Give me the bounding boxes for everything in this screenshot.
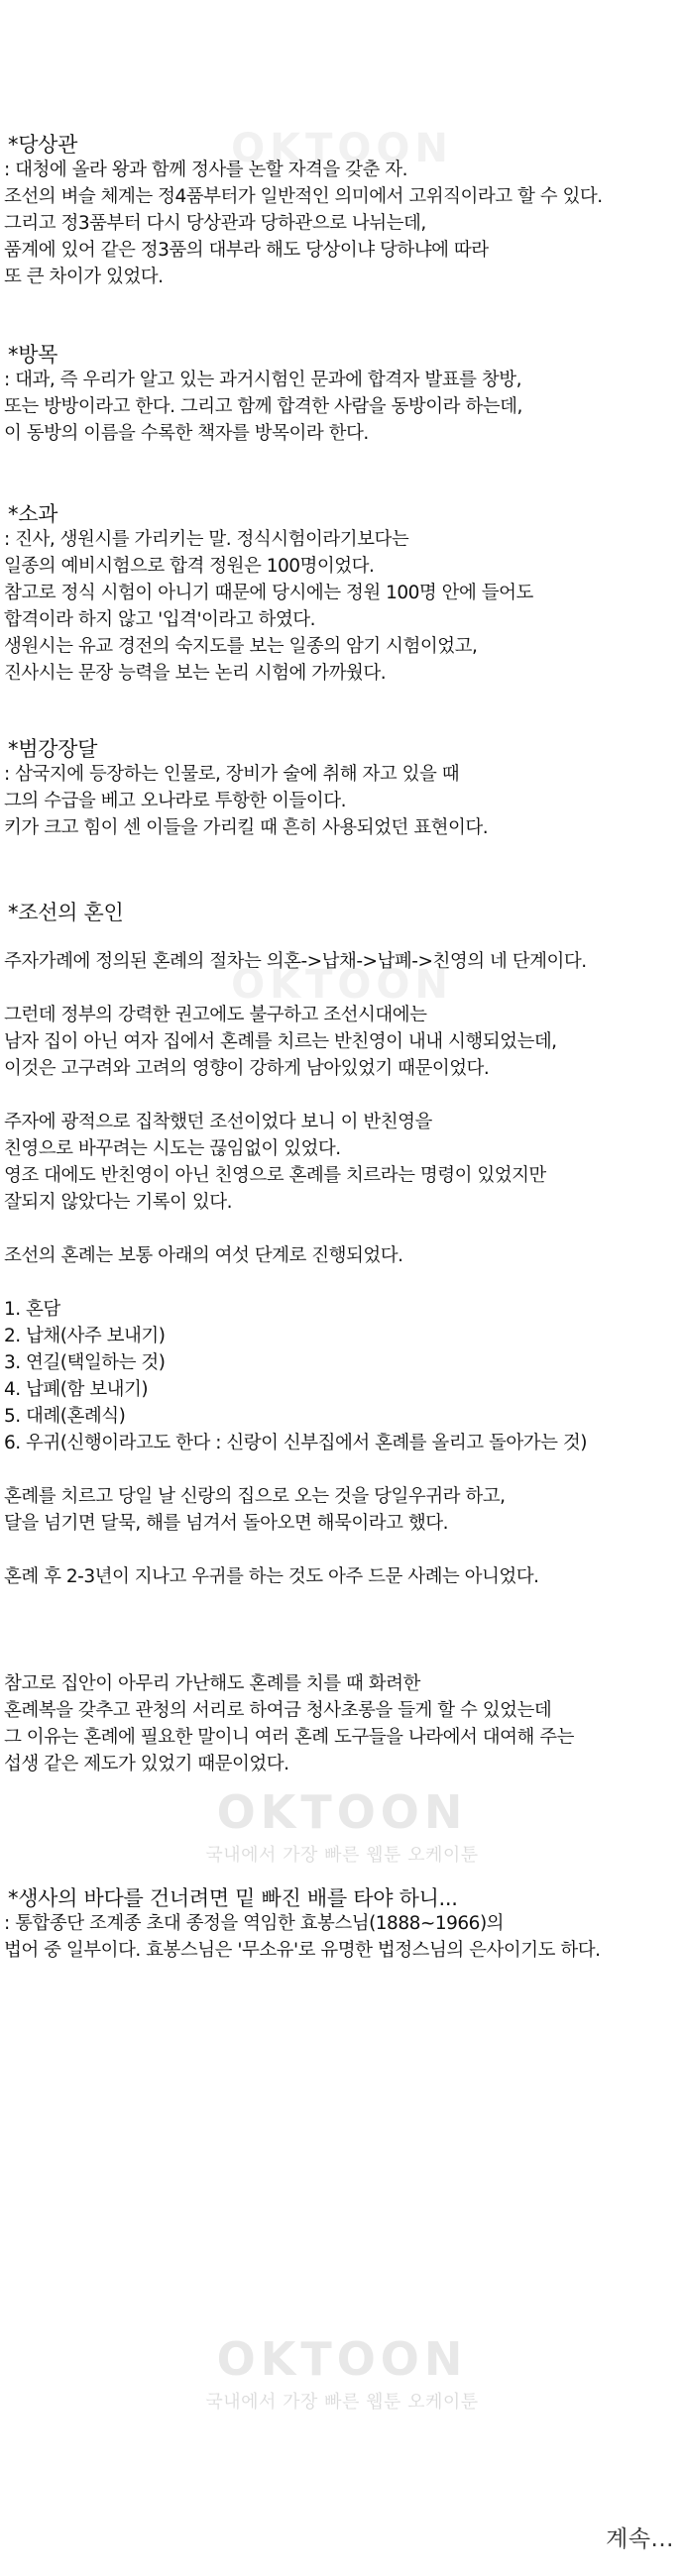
- watermark-logo: OKTOON: [216, 2332, 468, 2386]
- body-line: : 대과, 즉 우리가 알고 있는 과거시험인 문과에 합격자 발표를 창방,: [4, 370, 521, 390]
- blank-line: [0, 1082, 684, 1109]
- body-line: 그런데 정부의 강력한 권고에도 불구하고 조선시대에는: [4, 1005, 427, 1025]
- body-line: 품계에 있어 같은 정3품의 대부라 해도 당상이냐 당하냐에 따라: [4, 240, 489, 261]
- section-title: *범강장달: [8, 737, 98, 761]
- watermark-brand-2: [0, 2334, 684, 2414]
- watermark-logo: OKTOON: [216, 1785, 468, 1839]
- body-line: 이 동방의 이름을 수록한 책자를 방목이라 한다.: [4, 423, 369, 444]
- body-line: 조선의 벼슬 체계는 정4품부터가 일반적인 의미에서 고위직이라고 할 수 있다.: [4, 186, 603, 207]
- section-title: *당상관: [8, 133, 78, 157]
- list-item: 4. 납폐(함 보내기): [4, 1379, 149, 1400]
- body-line: 그리고 정3품부터 다시 당상관과 당하관으로 나뉘는데,: [4, 213, 426, 234]
- body-line: 남자 집이 아닌 여자 집에서 혼례를 치르는 반친영이 내내 시행되었는데,: [4, 1031, 557, 1052]
- body-line: : 통합종단 조계종 초대 종정을 역임한 효봉스님(1888~1966)의: [4, 1913, 505, 1934]
- body-line: 그의 수급을 베고 오나라로 투항한 이들이다.: [4, 791, 346, 811]
- body-line: 그 이유는 혼례에 필요한 말이니 여러 혼례 도구들을 나라에서 대여해 주는: [4, 1727, 574, 1748]
- watermark-logo: OKTOON: [231, 962, 453, 1008]
- body-line: 잘되지 않았다는 기록이 있다.: [4, 1192, 232, 1213]
- body-line: 혼례복을 갖추고 관청의 서리로 하여금 청사초롱을 들게 할 수 있었는데: [4, 1700, 552, 1721]
- list-item: 6. 우귀(신행이라고도 한다 : 신랑이 신부집에서 혼례를 올리고 돌아가는 것): [4, 1433, 588, 1453]
- body-line: : 진사, 생원시를 가리키는 말. 정식시험이라기보다는: [4, 529, 409, 550]
- blank-line: [0, 1590, 684, 1617]
- body-line: 주자가례에 정의된 혼례의 절차는 의혼->납채->납폐->친영의 네 단계이다.: [4, 951, 587, 972]
- body-line: 진사시는 문장 능력을 보는 논리 시험에 가까웠다.: [4, 663, 387, 684]
- body-line: 주자에 광적으로 집착했던 조선이었다 보니 이 반친영을: [4, 1112, 432, 1132]
- body-line: 혼례 후 2-3년이 지나고 우귀를 하는 것도 아주 드문 사례는 아니었다.: [4, 1566, 539, 1587]
- blank-line: [0, 1269, 684, 1296]
- list-item: 1. 혼담: [4, 1299, 60, 1320]
- watermark-tagline: 국내에서 가장 빠른 웹툰 오케이툰: [205, 1845, 479, 1866]
- body-line: : 삼국지에 등장하는 인물로, 장비가 술에 취해 자고 있을 때: [4, 764, 460, 785]
- body-line: 생원시는 유교 경전의 숙지도를 보는 일종의 암기 시험이었고,: [4, 636, 478, 657]
- body-line: 친영으로 바꾸려는 시도는 끊임없이 있었다.: [4, 1138, 341, 1159]
- watermark-brand-1: [0, 1787, 684, 1867]
- body-line: 참고로 정식 시험이 아니기 때문에 당시에는 정원 100명 안에 들어도: [4, 583, 533, 603]
- section-body: [0, 1910, 684, 1964]
- body-line: 합격이라 하지 않고 '입격'이라고 하였다.: [4, 609, 316, 630]
- blank-line: [0, 1644, 684, 1670]
- body-line: 영조 대에도 반친영이 아닌 친영으로 혼례를 치르라는 명령이 있었지만: [4, 1165, 546, 1186]
- section-title: *소과: [8, 502, 58, 526]
- body-line: 또는 방방이라고 한다. 그리고 함께 합격한 사람을 동방이라 하는데,: [4, 396, 522, 417]
- continue-label: 계속...: [606, 2526, 674, 2552]
- body-line: 참고로 집안이 아무리 가난해도 혼례를 치를 때 화려한: [4, 1673, 420, 1694]
- section-body: [0, 526, 684, 687]
- body-line: 또 큰 차이가 있었다.: [4, 267, 164, 287]
- body-line: 달을 넘기면 달묵, 해를 넘겨서 돌아오면 해묵이라고 했다.: [4, 1513, 448, 1534]
- section-title: *방목: [8, 343, 58, 367]
- body-line: : 대청에 올라 왕과 함께 정사를 논할 자격을 갖춘 자.: [4, 160, 407, 180]
- watermark-logo: OKTOON: [231, 126, 453, 171]
- list-item: 5. 대례(혼례식): [4, 1406, 126, 1427]
- blank-line: [0, 975, 684, 1002]
- list-item: 3. 연길(택일하는 것): [4, 1352, 166, 1373]
- blank-line: [0, 1216, 684, 1242]
- body-line: 일종의 예비시험으로 합격 정원은 100명이었다.: [4, 556, 375, 577]
- list-item: 2. 납채(사주 보내기): [4, 1326, 166, 1346]
- body-line: 키가 크고 힘이 센 이들을 가리킬 때 흔히 사용되었던 표현이다.: [4, 817, 489, 838]
- section-body: [0, 948, 684, 1777]
- body-line: 조선의 혼례는 보통 아래의 여섯 단계로 진행되었다.: [4, 1245, 403, 1266]
- section-body: [0, 367, 684, 447]
- blank-line: [0, 1456, 684, 1483]
- body-line: 혼례를 치르고 당일 날 신랑의 집으로 오는 것을 당일우귀라 하고,: [4, 1486, 506, 1507]
- section-body: [0, 761, 684, 841]
- blank-line: [0, 1617, 684, 1644]
- section-body: [0, 157, 684, 290]
- watermark-tagline: 국내에서 가장 빠른 웹툰 오케이툰: [205, 2392, 479, 2413]
- body-line: 이것은 고구려와 고려의 영향이 강하게 남아있었기 때문이었다.: [4, 1058, 490, 1079]
- body-line: 섭생 같은 제도가 있었기 때문이었다.: [4, 1754, 289, 1774]
- body-line: 법어 중 일부이다. 효봉스님은 '무소유'로 유명한 법정스님의 은사이기도 하다.: [4, 1940, 601, 1961]
- section-title: *생사의 바다를 건너려면 밑 빠진 배를 타야 하니...: [8, 1886, 458, 1910]
- section-title: *조선의 혼인: [8, 901, 124, 924]
- blank-line: [0, 1537, 684, 1563]
